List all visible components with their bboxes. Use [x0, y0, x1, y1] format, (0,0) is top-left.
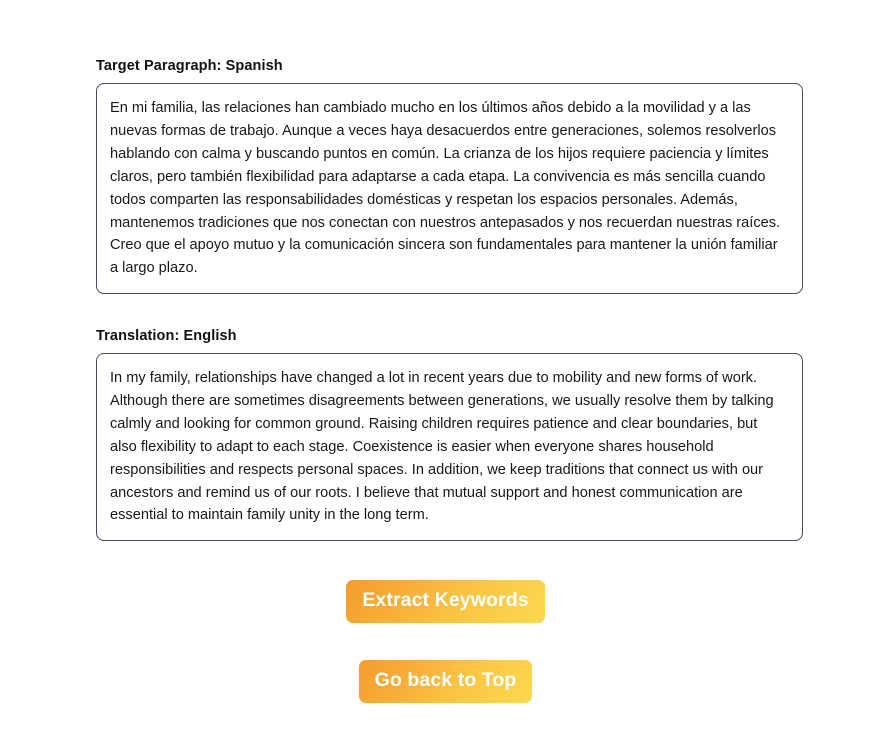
target-paragraph-heading: Target Paragraph: Spanish [96, 58, 283, 74]
target-paragraph-textarea[interactable]: En mi familia, las relaciones han cambiado mucho en los últimos años debido a la movilidad y a las nuevas formas de trabajo. Aunque a veces haya desacuerdos entre generaciones, solemos resolverlos hablando con calma y buscando puntos en común. La crianza de los hijos requiere paciencia y límites claros, pero también flexibilidad para adaptarse a cada etapa. La convivencia es más sencilla cuando todos comparten las responsabilidades domésticas y respetan los espacios personales. Además, mantenemos tradiciones que nos conectan con nuestros antepasados y nos recuerdan nuestras raíces. Creo que el apoyo mutuo y la comunicación sincera son fundamentales para mantener la unión familiar a largo plazo. [96, 83, 803, 294]
section-spacer [96, 294, 803, 328]
translation-heading: Translation: English [96, 328, 237, 345]
go-back-to-top-row [0, 660, 891, 703]
extract-keywords-button[interactable]: Extract Keywords [346, 580, 544, 623]
extract-keywords-row [0, 580, 891, 623]
content-container [96, 58, 803, 541]
translation-textarea[interactable]: In my family, relationships have changed a lot in recent years due to mobility and new forms of work. Although there are sometimes disagreements between generations, we usually resolve them by talking calmly and looking for common ground. Raising children requires patience and clear boundaries, but also flexibility to adapt to each stage. Coexistence is easier when everyone shares household responsibilities and respects personal spaces. In addition, we keep traditions that connect us with our ancestors and remind us of our roots. I believe that mutual support and honest communication are essential to maintain family unity in the long term. [96, 353, 803, 541]
go-back-to-top-button[interactable]: Go back to Top [359, 660, 533, 703]
